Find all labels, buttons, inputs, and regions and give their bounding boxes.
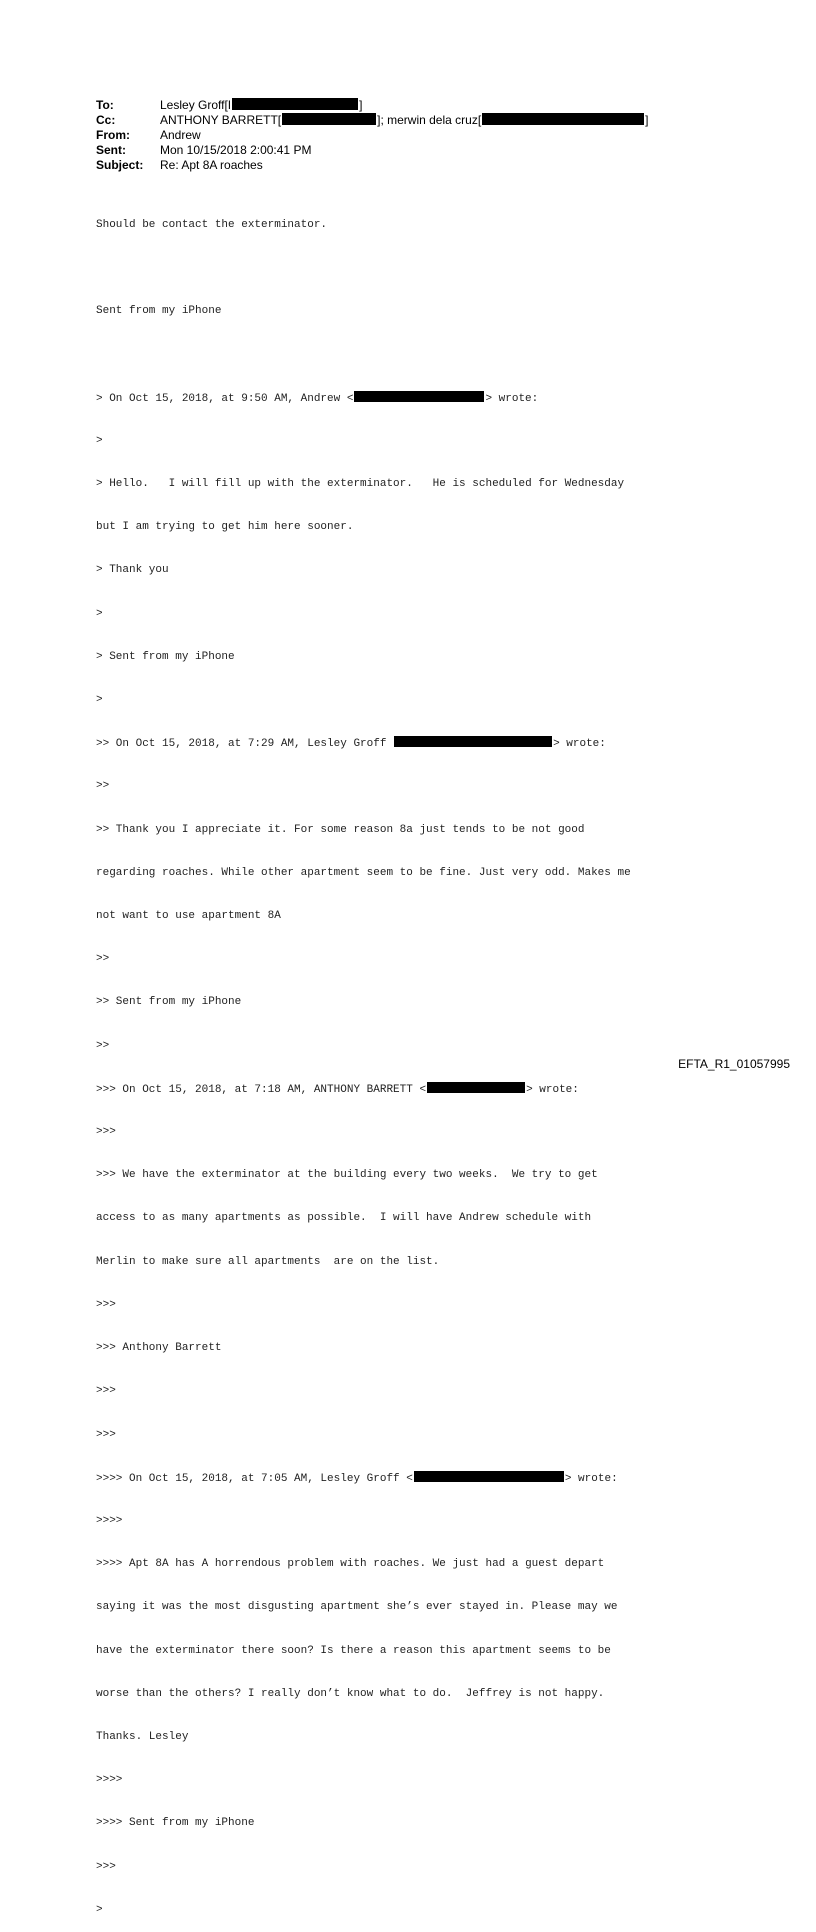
body-line: >>	[96, 953, 110, 966]
body-line: Thanks. Lesley	[96, 1730, 189, 1743]
to-value	[160, 98, 363, 113]
body-line: Merlin to make sure all apartments are on the list.	[96, 1255, 440, 1268]
body-line: regarding roaches. While other apartment seem to be fine. Just very odd. Makes me	[96, 866, 631, 879]
body-line: >>>	[96, 1298, 116, 1311]
from-label: From:	[96, 128, 130, 142]
quote-header-text: >> On Oct 15, 2018, at 7:29 AM, Lesley Groff	[96, 738, 394, 751]
to-name: Lesley Groff[I	[160, 98, 232, 112]
quote-header-wrote: > wrote:	[553, 738, 606, 751]
body-line: >	[96, 434, 103, 447]
cc-value	[160, 113, 649, 128]
body-line: >>>> Sent from my iPhone	[96, 1817, 255, 1830]
quote-header-line	[96, 736, 631, 750]
body-line: >>> We have the exterminator at the building every two weeks. We try to get	[96, 1169, 598, 1182]
body-line: >> Thank you I appreciate it. For some reason 8a just tends to be not good	[96, 823, 585, 836]
body-line: Sent from my iPhone	[96, 305, 222, 318]
body-line: access to as many apartments as possible. I will have Andrew schedule with	[96, 1212, 592, 1225]
body-line: worse than the others? I really don’t know what to do. Jeffrey is not happy.	[96, 1687, 605, 1700]
body-line: but I am trying to get him here sooner.	[96, 521, 354, 534]
subject-value: Re: Apt 8A roaches	[160, 158, 263, 172]
document-id: EFTA_R1_01057995	[678, 1057, 790, 1071]
body-line: >>>	[96, 1860, 116, 1873]
body-line: Should be contact the exterminator.	[96, 218, 328, 231]
redaction-bar	[354, 391, 484, 402]
sent-label: Sent:	[96, 143, 126, 157]
quote-header-line	[96, 1082, 631, 1096]
body-line: >>>	[96, 1428, 116, 1441]
body-line: >>> Anthony Barrett	[96, 1342, 222, 1355]
redaction-bar	[482, 113, 644, 125]
body-line: >>>>	[96, 1514, 123, 1527]
redaction-bar	[232, 98, 358, 110]
body-line: >>	[96, 780, 110, 793]
quote-header-text: >>>> On Oct 15, 2018, at 7:05 AM, Lesley Groff <	[96, 1472, 413, 1485]
body-line: > Thank you	[96, 564, 169, 577]
body-line: >>>	[96, 1126, 116, 1139]
email-body	[96, 189, 631, 1932]
body-line: >> Sent from my iPhone	[96, 996, 242, 1009]
from-value: Andrew	[160, 128, 201, 142]
cc-separator: ]; merwin dela cruz[	[377, 113, 482, 127]
body-line: have the exterminator there soon? Is there a reason this apartment seems to be	[96, 1644, 611, 1657]
sent-value: Mon 10/15/2018 2:00:41 PM	[160, 143, 312, 157]
body-line: >>>> Apt 8A has A horrendous problem with roaches. We just had a guest depart	[96, 1558, 605, 1571]
body-line: >>>>	[96, 1774, 123, 1787]
to-label: To:	[96, 98, 114, 112]
body-line: >	[96, 1903, 103, 1916]
body-line: >>	[96, 1039, 110, 1052]
body-line: >	[96, 694, 103, 707]
to-close: ]	[359, 98, 363, 112]
body-line: >	[96, 607, 103, 620]
quote-header-wrote: > wrote:	[564, 1472, 618, 1485]
cc-label: Cc:	[96, 113, 116, 127]
quote-header-wrote: > wrote:	[526, 1083, 579, 1096]
subject-label: Subject:	[96, 158, 144, 172]
quote-header-line	[96, 391, 631, 405]
body-line: > Sent from my iPhone	[96, 650, 235, 663]
quote-header-wrote: > wrote:	[485, 392, 539, 405]
body-line: >>>	[96, 1385, 116, 1398]
redaction-bar	[414, 1471, 564, 1482]
cc-name-1: ANTHONY BARRETT[	[160, 113, 282, 127]
redaction-bar	[282, 113, 376, 125]
quote-header-text: > On Oct 15, 2018, at 9:50 AM, Andrew <	[96, 392, 354, 405]
quote-header-text: >>> On Oct 15, 2018, at 7:18 AM, ANTHONY BARRETT <	[96, 1083, 427, 1096]
body-line	[96, 347, 631, 361]
quote-header-line	[96, 1471, 631, 1485]
body-line: not want to use apartment 8A	[96, 910, 281, 923]
body-line: > Hello. I will fill up with the exterminator. He is scheduled for Wednesday	[96, 478, 625, 491]
body-line: saying it was the most disgusting apartment she’s ever stayed in. Please may we	[96, 1601, 618, 1614]
redaction-bar	[427, 1082, 525, 1093]
redaction-bar	[394, 736, 552, 747]
cc-close: ]	[645, 113, 649, 127]
body-line	[96, 261, 631, 275]
